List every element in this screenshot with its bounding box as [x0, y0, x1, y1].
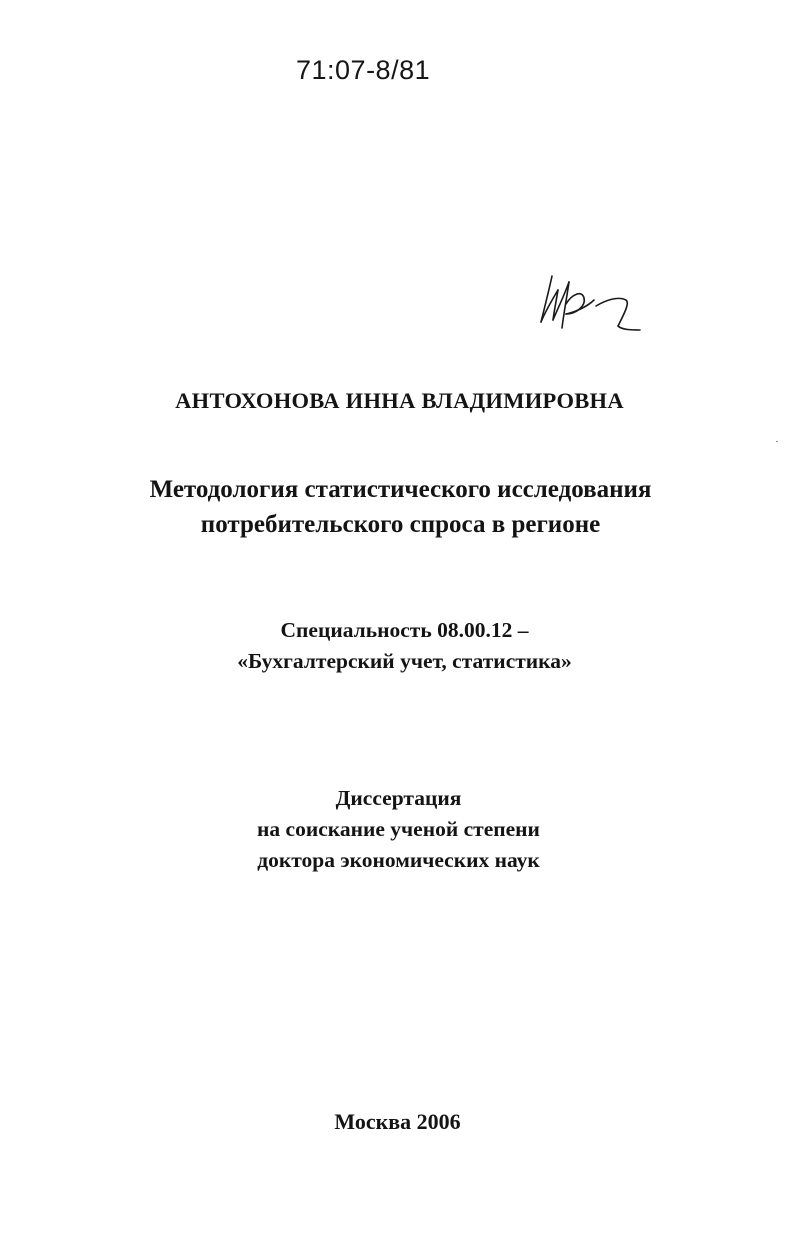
place-and-year: Москва 2006 — [334, 1109, 461, 1134]
scan-speck — [776, 441, 778, 442]
degree-statement — [1, 783, 795, 876]
title-line: Методология статистического исследования — [149, 476, 652, 503]
specialty-line: Специальность 08.00.12 – — [280, 618, 529, 642]
degree-line: доктора экономических наук — [257, 848, 540, 872]
title-line: потребительского спроса в регионе — [200, 511, 601, 538]
author-name: АНТОХОНОВА ИННА ВЛАДИМИРОВНА — [175, 388, 624, 413]
handwritten-signature-icon — [536, 270, 648, 350]
specialty-line: «Бухгалтерский учет, статистика» — [237, 649, 572, 673]
dissertation-title — [3, 472, 795, 542]
degree-line: Диссертация — [335, 786, 462, 810]
catalog-code: 71:07-8/81 — [296, 55, 431, 85]
specialty-block — [7, 615, 795, 677]
degree-line: на соискание ученой степени — [257, 817, 540, 841]
